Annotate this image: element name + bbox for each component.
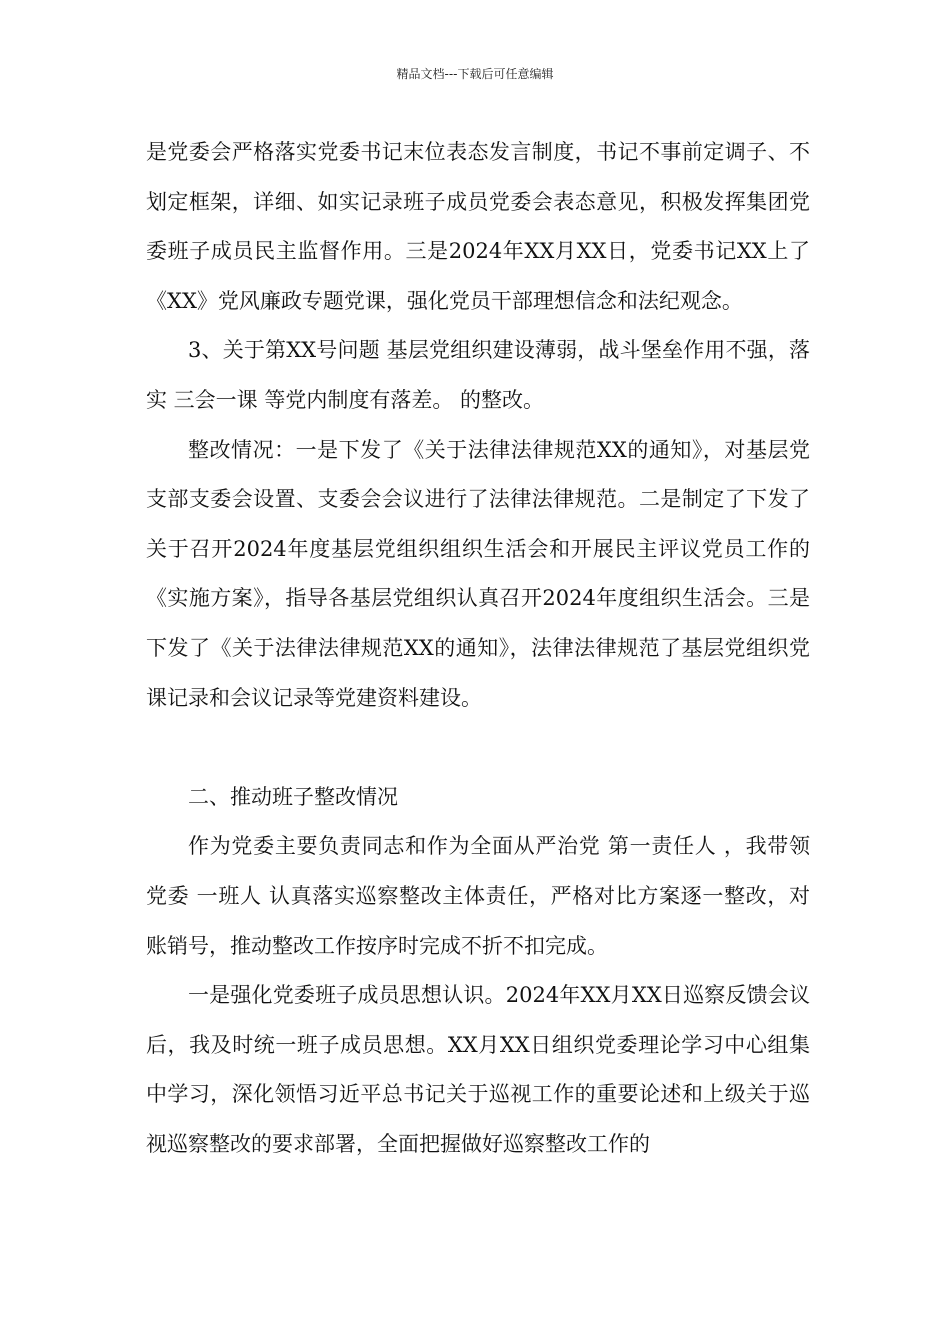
document-body <box>146 128 810 1169</box>
paragraph-strengthen-awareness: 一是强化党委班子成员思想认识。2024年XX月XX日巡察反馈会议后，我及时统一班子成员思想。XX月XX日组织党委理论学习中心组集中学习，深化领悟习近平总书记关于巡视工作的重要论述和上级关于巡视巡察整改的要求部署，全面把握做好巡察整改工作的 <box>146 983 810 1156</box>
page-header: 精品文档---下载后可任意编辑 <box>396 67 554 81</box>
paragraph-leadership: 作为党委主要负责同志和作为全面从严治党 第一责任人 ，我带领党委 一班人 认真落实巡察整改主体责任，严格对比方案逐一整改，对账销号，推动整改工作按序时完成不折不扣完成。 <box>146 834 810 958</box>
paragraph-gap <box>146 723 810 773</box>
paragraph-rectification-status: 整改情况：一是下发了《关于法律法律规范XX的通知》，对基层党支部支委会设置、支委会会议进行了法律法律规范。二是制定了下发了关于召开2024年度基层党组织组织生活会和开展民主评议党员工作的《实施方案》，指导各基层党组织认真召开2024年度组织生活会。三是下发了《关于法律法律规范XX的通知》，法律法律规范了基层党组织党课记录和会议记录等党建资料建设。 <box>146 437 810 710</box>
paragraph-continuation: 是党委会严格落实党委书记末位表态发言制度，书记不事前定调子、不划定框架，详细、如实记录班子成员党委会表态意见，积极发挥集团党委班子成员民主监督作用。三是2024年XX月XX日，党委书记XX上了《XX》党风廉政专题党课，强化党员干部理想信念和法纪观念。 <box>146 140 810 313</box>
section-heading: 二、推动班子整改情况 <box>188 784 398 809</box>
paragraph-issue-3: 3、关于第XX号问题 基层党组织建设薄弱，战斗堡垒作用不强，落实 三会一课 等党内制度有落差。 的整改。 <box>146 338 810 412</box>
